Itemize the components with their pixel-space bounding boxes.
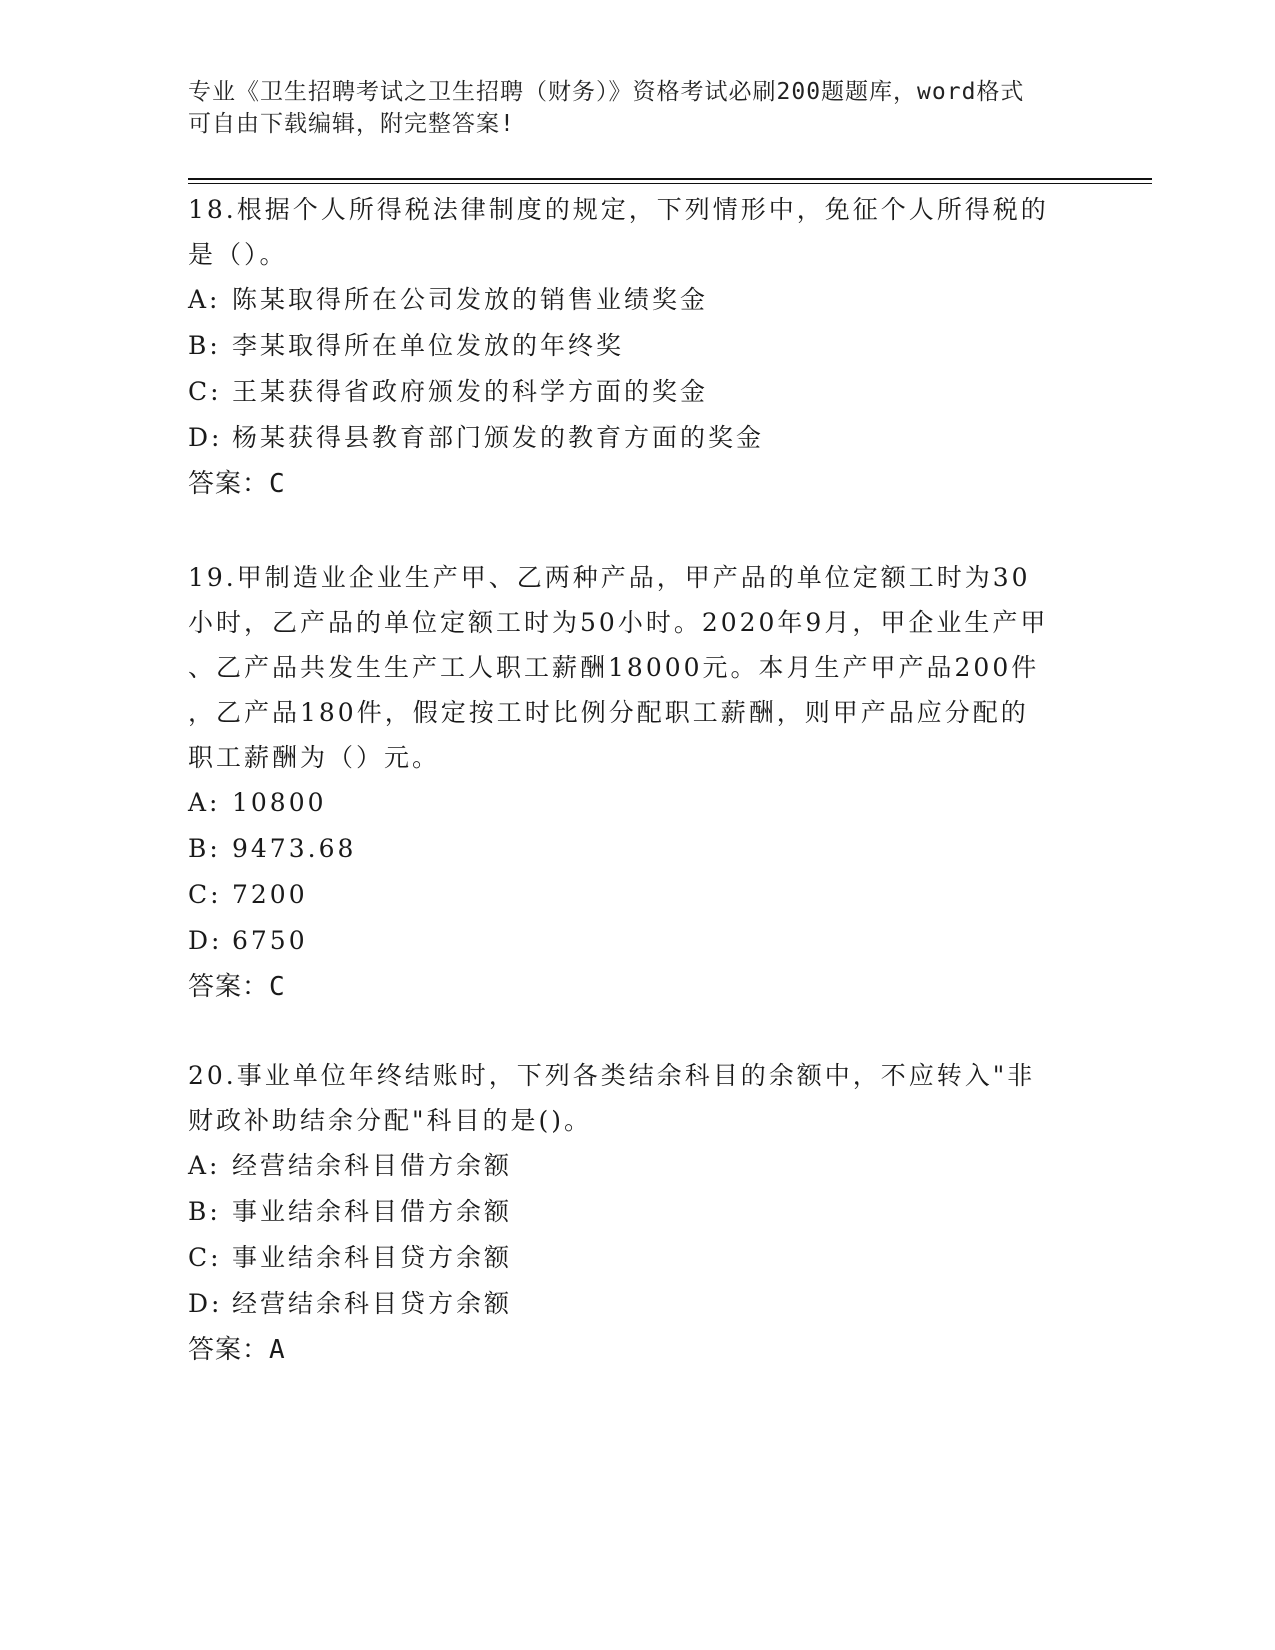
option-key: A: [188,788,221,817]
stem-line: 、乙产品共发生生产工人职工薪酬18000元。本月生产甲产品200件 [188,653,1040,682]
question-18 [188,187,1088,507]
option-text: 经营结余科目借方余额 [232,1151,513,1180]
option-key: D: [188,926,223,955]
question-20 [188,1053,1088,1373]
answer: 答案：A [188,1335,286,1365]
option-a [188,277,1088,323]
option-key: C: [188,1243,222,1272]
option-c [188,369,1088,415]
option-key: D: [188,423,223,452]
stem-line: 19.甲制造业企业生产甲、乙两种产品，甲产品的单位定额工时为30 [188,563,1031,592]
option-key: B: [188,331,221,360]
option-c [188,1235,1088,1281]
stem-line: 是（）。 [188,240,288,269]
option-b [188,826,1088,872]
option-c [188,872,1088,918]
option-a [188,780,1088,826]
option-text: 事业结余科目贷方余额 [232,1243,513,1272]
option-text: 杨某获得县教育部门颁发的教育方面的奖金 [232,423,765,452]
question-stem [188,187,1088,277]
question-19 [188,555,1088,1010]
option-a [188,1143,1088,1189]
option-text: 10800 [232,788,327,817]
stem-line: 18.根据个人所得税法律制度的规定，下列情形中，免征个人所得税的 [188,195,1049,224]
option-text: 经营结余科目贷方余额 [232,1289,513,1318]
header-line: 专业《卫生招聘考试之卫生招聘（财务）》资格考试必刷200题题库，word格式 [188,79,1025,105]
option-d [188,415,1088,461]
document-header [188,76,1088,140]
question-stem [188,1053,1088,1143]
option-b [188,323,1088,369]
answer: 答案：C [188,972,286,1002]
answer: 答案：C [188,469,286,499]
option-text: 王某获得省政府颁发的科学方面的奖金 [232,377,709,406]
stem-line: 小时，乙产品的单位定额工时为50小时。2020年9月，甲企业生产甲 [188,608,1049,637]
header-divider-thin [188,183,1152,184]
question-stem [188,555,1088,780]
option-key: B: [188,1197,221,1226]
stem-line: 职工薪酬为（）元。 [188,743,441,772]
stem-line: ，乙产品180件，假定按工时比例分配职工薪酬，则甲产品应分配的 [188,698,1029,727]
stem-line: 20.事业单位年终结账时，下列各类结余科目的余额中，不应转入"非 [188,1061,1036,1090]
option-key: B: [188,834,221,863]
option-text: 陈某取得所在公司发放的销售业绩奖金 [232,285,709,314]
option-key: D: [188,1289,223,1318]
option-text: 事业结余科目借方余额 [232,1197,513,1226]
option-text: 李某取得所在单位发放的年终奖 [232,331,625,360]
option-key: C: [188,880,222,909]
option-text: 7200 [232,880,308,909]
option-b [188,1189,1088,1235]
option-text: 6750 [232,926,308,955]
option-key: A: [188,1151,221,1180]
stem-line: 财政补助结余分配"科目的是()。 [188,1106,593,1135]
option-text: 9473.68 [232,834,357,863]
header-line: 可自由下载编辑，附完整答案! [188,111,515,137]
option-d [188,1281,1088,1327]
option-key: A: [188,285,221,314]
option-key: C: [188,377,222,406]
option-d [188,918,1088,964]
header-divider [188,178,1152,180]
